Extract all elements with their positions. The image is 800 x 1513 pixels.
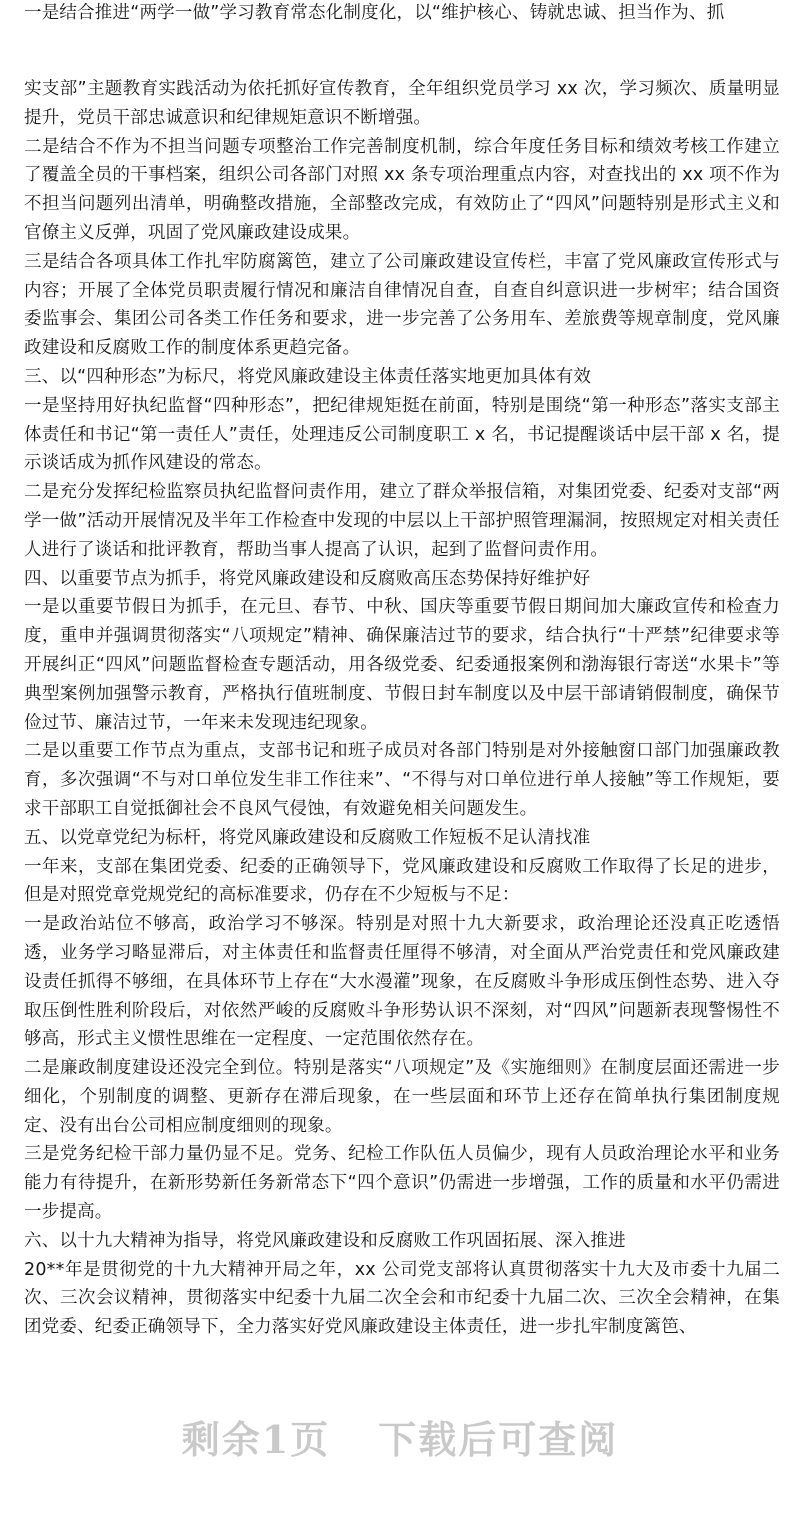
document-first-line: 一是结合推进“两学一做”学习教育常态化制度化，以“维护核心、铸就忠诚、担当作为、抓 xyxy=(24,3,725,23)
paragraph: 一是以重要节假日为抓手，在元旦、春节、中秋、国庆等重要节假日期间加大廉政宣传和检查力度，重申并强调贯彻落实“八项规定”精神、确保廉洁过节的要求，结合执行“十严禁”纪律要求等开展纠正“四风”问题监督检查专题活动，用各级党委、纪委通报案例和渤海银行寄送“水果卡”等典型案例加强警示教育，严格执行值班制度、节假日封车制度以及中层干部请销假制度，确保节俭过节、廉洁过节，一年来未发现违纪现象。 xyxy=(24,597,780,733)
paragraph: 二是廉政制度建设还没完全到位。特别是落实“八项规定”及《实施细则》在制度层面还需进一步细化，个别制度的调整、更新存在滞后现象，在一些层面和环节上还存在简单执行集团制度规定、没有出台公司相应制度细则的现象。 xyxy=(24,1058,780,1136)
section-heading: 四、以重要节点为抓手，将党风廉政建设和反腐败高压态势保持好维护好 xyxy=(24,568,591,589)
paragraph: 二是以重要工作节点为重点，支部书记和班子成员对各部门特别是对外接触窗口部门加强廉政教育，多次强调“不与对口单位发生非工作往来”、“不得与对口单位进行单人接触”等工作规矩，要求干部职工自觉抵御社会不良风气侵蚀，有效避免相关问题发生。 xyxy=(24,741,780,819)
paragraph: 二是结合不作为不担当问题专项整治工作完善制度机制，综合年度任务目标和绩效考核工作建立了覆盖全员的干事档案，组织公司各部门对照 xx 条专项治理重点内容，对查找出的 xx 项不作为不担当问题列出清单，明确整改措施，全部整改完成，有效防止了“四风”问题特别是形式主义和官僚主义反弹，巩固了党风廉政建设成果。 xyxy=(24,136,780,243)
paragraph: 二是充分发挥纪检监察员执纪监督问责作用，建立了群众举报信箱，对集团党委、纪委对支部“两学一做”活动开展情况及半年工作检查中发现的中层以上干部护照管理漏洞，按照规定对相关责任人进行了谈话和批评教育，帮助当事人提高了认识，起到了监督问责作用。 xyxy=(24,482,780,560)
paragraph: 一是坚持用好执纪监督“四种形态”，把纪律规矩挺在前面，特别是围绕“第一种形态”落实支部主体责任和书记“第一责任人”责任，处理违反公司制度职工 x 名，书记提醒谈话中层干部 x 名，提示谈话成为抓作风建设的常态。 xyxy=(24,395,780,474)
section-heading: 五、以党章党纪为标杆，将党风廉政建设和反腐败工作短板不足认清找准 xyxy=(24,827,591,848)
paragraph: 一是政治站位不够高，政治学习不够深。特别是对照十九大新要求，政治理论还没真正吃透悟透，业务学习略显滞后，对主体责任和监督责任厘得不够清，对全面从严治党责任和党风廉政建设责任抓得不够细，在具体环节上存在“大水漫灌”现象，在反腐败斗争形成压倒性态势、进入夺取压倒性胜利阶段后，对依然严峻的反腐败斗争形势认识不深刻，对“四风”问题新表现警惕性不够高，形式主义惯性思维在一定程度、一定范围依然存在。 xyxy=(24,914,780,1050)
section-heading: 六、以十九大精神为指导，将党风廉政建设和反腐败工作巩固拓展、深入推进 xyxy=(24,1230,626,1251)
document-body xyxy=(24,75,780,1342)
remaining-pages-label: 剩余1页 xyxy=(181,1417,331,1462)
paragraph: 20**年是贯彻党的十九大精神开局之年，xx 公司党支部将认真贯彻落实十九大及市委十九届二次、三次会议精神，贯彻落实中纪委十九届二次全会和市纪委十九届二次、三次全会精神，在集团党委、纪委正确领导下，全力落实好党风廉政建设主体责任，进一步扎牢制度篱笆、 xyxy=(24,1259,780,1338)
paragraph: 三是结合各项具体工作扎牢防腐篱笆，建立了公司廉政建设宣传栏，丰富了党风廉政宣传形式与内容；开展了全体党员职责履行情况和廉洁自律情况自查，自查自纠意识进一步树牢；结合国资委监事会、集团公司各类工作任务和要求，进一步完善了公务用车、差旅费等规章制度，党风廉政建设和反腐败工作的制度体系更趋完备。 xyxy=(24,251,780,359)
download-prompt[interactable] xyxy=(0,1410,800,1470)
download-hint-label: 下载后可查阅 xyxy=(378,1417,619,1462)
paragraph: 三是党务纪检干部力量仍显不足。党务、纪检工作队伍人员偏少，现有人员政治理论水平和业务能力有待提升，在新形势新任务新常态下“四个意识”仍需进一步增强，工作的质量和水平仍需进一步提高。 xyxy=(24,1144,780,1223)
section-heading: 三、以“四种形态”为标尺，将党风廉政建设主体责任落实地更加具体有效 xyxy=(24,366,592,387)
paragraph: 一年来，支部在集团党委、纪委的正确领导下，党风廉政建设和反腐败工作取得了长足的进步，但是对照党章党规党纪的高标准要求，仍存在不少短板与不足： xyxy=(24,856,780,906)
paragraph: 实支部”主题教育实践活动为依托抓好宣传教育，全年组织党员学习 xx 次，学习频次、质量明显提升，党员干部忠诚意识和纪律规矩意识不断增强。 xyxy=(24,79,780,128)
